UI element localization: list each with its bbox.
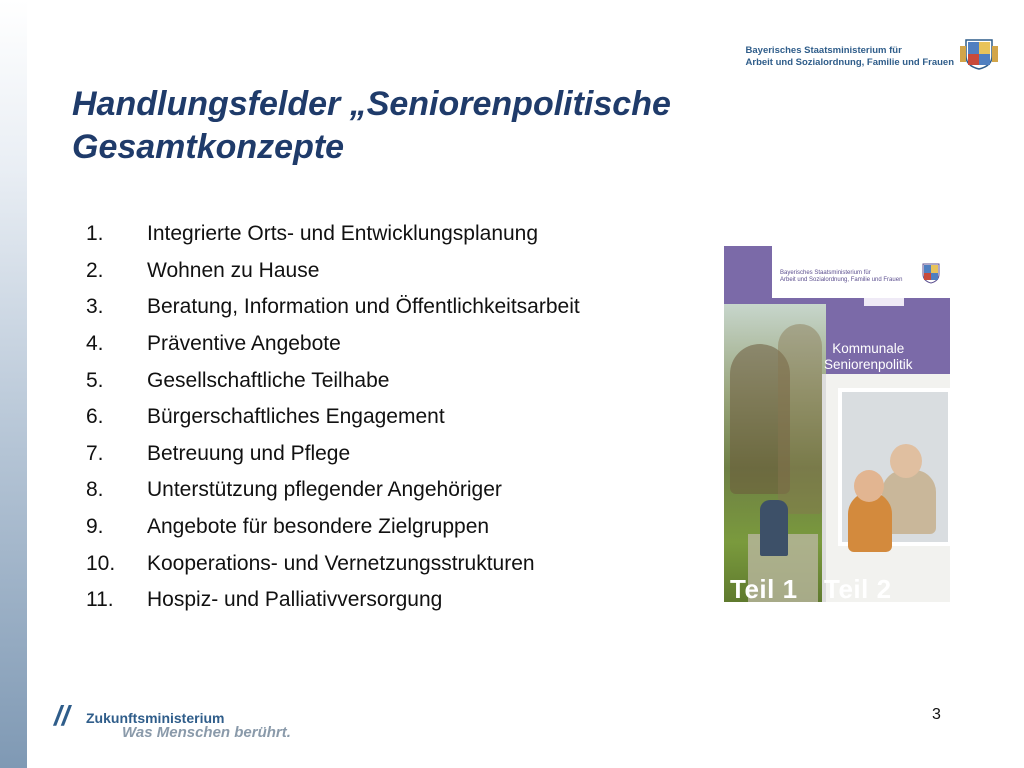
list-item-text: Kooperations- und Vernetzungsstrukturen [147,551,535,575]
footer-logo-name: Zukunftsministerium [86,710,225,726]
brochure-parts [724,574,950,602]
brochure-title-line-1: Kommunale [832,341,905,356]
slide-title [72,83,832,169]
list-item [86,326,580,363]
list-item-text: Beratung, Information und Öffentlichkeitsarbeit [147,295,580,319]
list-item [86,216,580,253]
list-item-number: 7. [86,441,104,465]
bavarian-coat-of-arms-icon [958,36,1000,70]
list-item-number: 10. [86,551,116,575]
list-item-text: Präventive Angebote [147,332,341,356]
ministry-line-2: Arbeit und Sozialordnung, Familie und Frauen [745,57,954,68]
brochure-publisher-line-1: Bayerisches Staatsministerium für [780,270,871,276]
list-item-text: Bürgerschaftliches Engagement [147,405,445,429]
brochure-publisher-line-2: Arbeit und Sozialordnung, Familie und Frauen [780,277,903,283]
list-item-text: Betreuung und Pflege [147,441,351,465]
brochure-publisher [780,270,902,284]
footer-tagline: Was Menschen berührt. [122,724,291,741]
list-item-number: 4. [86,332,104,356]
list-item [86,289,580,326]
list-item [86,472,580,509]
list-item-text: Angebote für besondere Zielgruppen [147,515,490,539]
list-item-number: 11. [86,588,114,612]
list-item-text: Hospiz- und Palliativversorgung [147,588,443,612]
list-item [86,545,580,582]
bavarian-coat-of-arms-icon [918,262,944,284]
list-item-text: Unterstützung pflegender Angehöriger [147,478,502,502]
list-item-text: Wohnen zu Hause [147,258,320,282]
brochure-title-line-2: Seniorenpolitik [824,357,913,372]
list-item-number: 5. [86,368,104,392]
list-item-number: 2. [86,258,104,282]
slide-title-line-1: Handlungsfelder „Seniorenpolitische [72,85,671,123]
page-number: 3 [932,706,941,723]
list-item [86,436,580,473]
list-item-number: 9. [86,515,104,539]
footer-logo-mark: // [54,700,70,731]
window-photo [822,374,950,602]
list-item [86,399,580,436]
list-item [86,509,580,546]
list-item [86,362,580,399]
list-item-text: Gesellschaftliche Teilhabe [147,368,390,392]
brochure-part-2: Teil 2 [824,574,892,602]
ministry-header [746,45,954,69]
list-item [86,253,580,290]
brochure-publisher-band [772,246,950,298]
ministry-line-1: Bayerisches Staatsministerium für [745,45,902,56]
brochure-part-1: Teil 1 [730,574,798,602]
brochure-cover-image [724,246,950,602]
slide-title-line-2: Gesamtkonzepte [72,128,345,166]
list-item-number: 3. [86,295,104,319]
park-photo [724,304,826,602]
list-item-number: 8. [86,478,104,502]
list-item-number: 1. [86,222,104,246]
brochure-title [824,341,913,373]
list-item-number: 6. [86,405,104,429]
walking-couple [760,500,788,556]
left-gradient-bar [0,0,27,768]
list-item [86,582,580,619]
list-item-text: Integrierte Orts- und Entwicklungsplanung [147,222,539,246]
field-of-action-list [86,216,580,619]
